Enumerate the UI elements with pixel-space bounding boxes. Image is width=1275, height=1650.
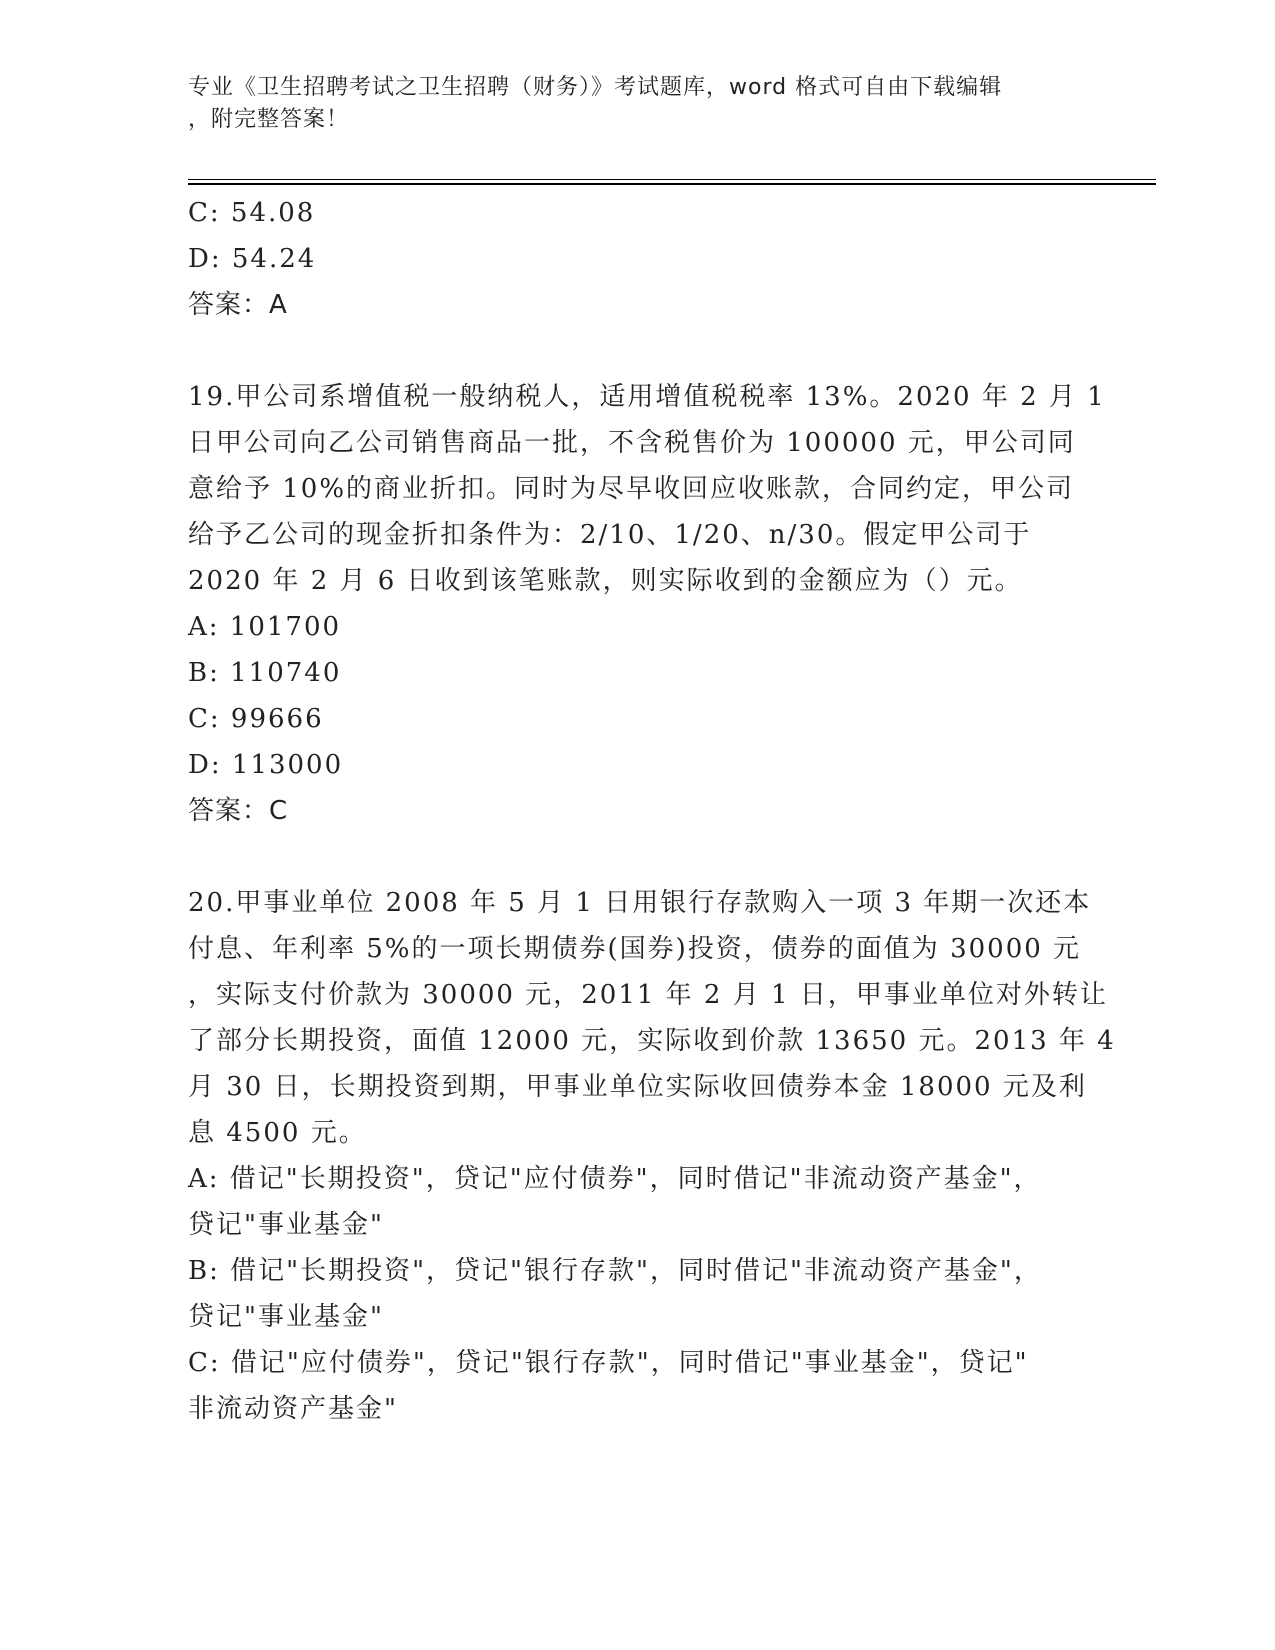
question-20-line-6: 息 4500 元。	[188, 1118, 367, 1148]
option-c: C: 54.08	[188, 198, 316, 228]
question-20-line-1: 20.甲事业单位 2008 年 5 月 1 日用银行存款购入一项 3 年期一次还本	[188, 888, 1092, 918]
option-a-cont: 贷记"事业基金"	[188, 1210, 384, 1240]
spacer	[188, 834, 1078, 880]
question-19-line-1: 19.甲公司系增值税一般纳税人，适用增值税税率 13%。2020 年 2 月 1	[188, 382, 1106, 412]
option-b-cont: 贷记"事业基金"	[188, 1302, 384, 1332]
question-20-line-4: 了部分长期投资，面值 12000 元，实际收到价款 13650 元。2013 年 4	[188, 1026, 1116, 1056]
option-c: C: 99666	[188, 704, 324, 734]
question-19-line-3: 意给予 10%的商业折扣。同时为尽早收回应收账款，合同约定，甲公司	[188, 474, 1075, 504]
option-c: C: 借记"应付债券"，贷记"银行存款"，同时借记"事业基金"，贷记"	[188, 1348, 1029, 1378]
header-line-1: 专业《卫生招聘考试之卫生招聘（财务）》考试题库，word 格式可自由下载编辑	[188, 75, 1003, 100]
header-rule-thick	[188, 183, 1156, 185]
option-d: D: 54.24	[188, 244, 317, 274]
header-rule-thin	[188, 179, 1156, 180]
question-20-line-2: 付息、年利率 5%的一项长期债券(国券)投资，债券的面值为 30000 元	[188, 934, 1082, 964]
header-line-2: ，附完整答案！	[188, 107, 350, 132]
prev-question	[188, 190, 1078, 328]
document-body	[188, 190, 1116, 1432]
question-19-line-5: 2020 年 2 月 6 日收到该笔账款，则实际收到的金额应为（）元。	[188, 566, 1023, 596]
option-a: A: 借记"长期投资"，贷记"应付债券"，同时借记"非流动资产基金"，	[188, 1164, 1042, 1194]
option-d: D: 113000	[188, 750, 344, 780]
spacer	[188, 328, 1078, 374]
answer: 答案：C	[188, 796, 289, 826]
question-19	[188, 374, 1106, 834]
question-19-line-4: 给予乙公司的现金折扣条件为：2/10、1/20、n/30。假定甲公司于	[188, 520, 1032, 550]
option-b: B: 110740	[188, 658, 342, 688]
page-header	[188, 72, 1068, 136]
question-20-line-3: ，实际支付价款为 30000 元，2011 年 2 月 1 日，甲事业单位对外转让	[188, 980, 1108, 1010]
option-a: A: 101700	[188, 612, 342, 642]
question-20-line-5: 月 30 日，长期投资到期，甲事业单位实际收回债券本金 18000 元及利	[188, 1072, 1087, 1102]
question-20	[188, 880, 1116, 1432]
answer: 答案：A	[188, 290, 288, 320]
option-c-cont: 非流动资产基金"	[188, 1394, 398, 1424]
option-b: B: 借记"长期投资"，贷记"银行存款"，同时借记"非流动资产基金"，	[188, 1256, 1042, 1286]
question-19-line-2: 日甲公司向乙公司销售商品一批，不含税售价为 100000 元，甲公司同	[188, 428, 1076, 458]
